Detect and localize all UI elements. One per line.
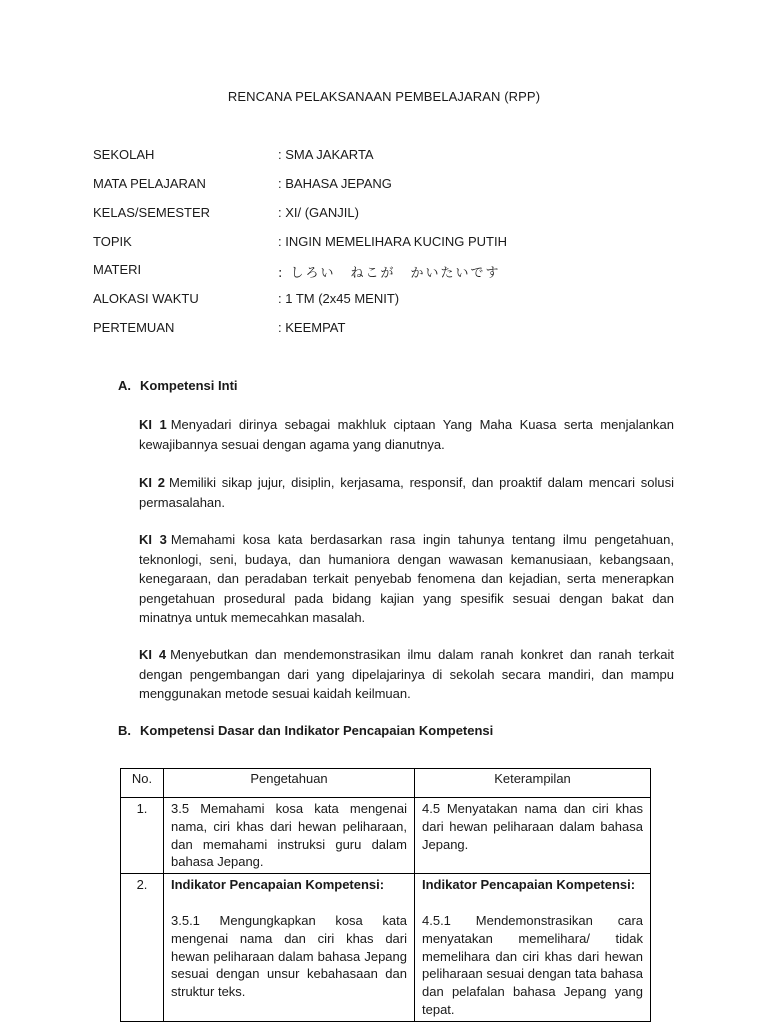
- ki-text: Menyadari dirinya sebagai makhluk ciptaan Yang Maha Kuasa serta menjalankan kewajibannya sesuai dengan agama yang dianutnya.: [139, 417, 675, 452]
- column-header-pengetahuan: Pengetahuan: [164, 769, 415, 798]
- info-label: KELAS/SEMESTER: [93, 205, 211, 220]
- info-value: : XI/ (GANJIL): [278, 205, 359, 220]
- table-row: [121, 798, 651, 874]
- info-label: MATA PELAJARAN: [93, 176, 206, 191]
- column-header-no: No.: [121, 769, 164, 798]
- ki-text: Memahami kosa kata berdasarkan rasa ingin tahunya tentang ilmu pengetahuan, teknonlogi, seni, budaya, dan humaniora dengan wawasan kemanusiaan, kebangsaan, kenegaraan, dan peradaban terkait penyebab fenomena dan kejadian, serta menerapkan pengetahuan prosedural pada bidang kajian yang spesifik sesuai dengan bakat dan minatnya untuk memecahkan masalah.: [139, 532, 674, 625]
- section-letter: B.: [118, 723, 131, 738]
- ki-3-paragraph: [139, 530, 674, 628]
- keterampilan-cell: 4.5 Menyatakan nama dan ciri khas dari hewan peliharaan dalam bahasa Jepang.: [415, 798, 651, 874]
- info-value: : KEEMPAT: [278, 320, 346, 335]
- info-label: TOPIK: [93, 234, 132, 249]
- row-number: 1.: [121, 798, 164, 874]
- info-value: : BAHASA JEPANG: [278, 176, 392, 191]
- section-letter: A.: [118, 378, 131, 393]
- table-row: [121, 874, 651, 1022]
- info-value: : しろい ねこが かいたいです: [278, 266, 501, 281]
- ki-code: KI 3: [139, 532, 167, 547]
- indicator-text: 3.5.1 Mengungkapkan kosa kata mengenai nama dan ciri khas dari hewan peliharaan dalam bahasa Jepang sesuai dengan unsur kebahasaan dan struktur teks.: [171, 912, 407, 1000]
- info-label: PERTEMUAN: [93, 320, 175, 335]
- ki-4-paragraph: [139, 645, 674, 704]
- section-title: Kompetensi Inti: [140, 378, 238, 393]
- ki-text: Menyebutkan dan mendemonstrasikan ilmu dalam ranah konkret dan ranah terkait dengan pengembangan dari yang dipelajarinya di sekolah secara mandiri, dan mampu menggunakan metode sesuai kaidah keilmuan.: [139, 647, 674, 701]
- competency-table: [120, 768, 651, 1022]
- row-number: 2.: [121, 874, 164, 1022]
- column-header-keterampilan: Keterampilan: [415, 769, 651, 798]
- ki-2-paragraph: [139, 473, 674, 512]
- ki-code: KI 4: [139, 647, 167, 662]
- ki-1-paragraph: [139, 415, 674, 454]
- section-b-heading: [118, 723, 493, 738]
- indicator-heading: Indikator Pencapaian Kompetensi:: [422, 877, 636, 893]
- info-value: : 1 TM (2x45 MENIT): [278, 291, 400, 306]
- document-title: RENCANA PELAKSANAAN PEMBELAJARAN (RPP): [227, 89, 541, 104]
- ki-code: KI 2: [139, 475, 166, 490]
- indicator-heading: Indikator Pencapaian Kompetensi:: [171, 877, 385, 893]
- info-label: MATERI: [93, 262, 142, 277]
- ki-code: KI 1: [139, 417, 167, 432]
- info-label: ALOKASI WAKTU: [93, 291, 199, 306]
- pengetahuan-cell: 3.5 Memahami kosa kata mengenai nama, ciri khas dari hewan peliharaan, dan memahami instruksi guru dalam bahasa Jepang.: [164, 798, 415, 874]
- ki-text: Memiliki sikap jujur, disiplin, kerjasama, responsif, dan proaktif dalam mencari solusi permasalahan.: [139, 475, 674, 510]
- info-value: : SMA JAKARTA: [278, 147, 374, 162]
- pengetahuan-cell: [164, 874, 415, 1022]
- info-label: SEKOLAH: [93, 147, 155, 162]
- section-a-heading: [118, 378, 238, 393]
- indicator-text: 4.5.1 Mendemonstrasikan cara menyatakan memelihara/ tidak memelihara dan ciri khas dari hewan peliharaan sesuai dengan tata bahasa dan pelafalan bahasa Jepang yang tepat.: [422, 912, 643, 1017]
- info-value: : INGIN MEMELIHARA KUCING PUTIH: [278, 234, 507, 249]
- table-header-row: [121, 769, 651, 798]
- section-title: Kompetensi Dasar dan Indikator Pencapaian Kompetensi: [140, 723, 494, 738]
- keterampilan-cell: [415, 874, 651, 1022]
